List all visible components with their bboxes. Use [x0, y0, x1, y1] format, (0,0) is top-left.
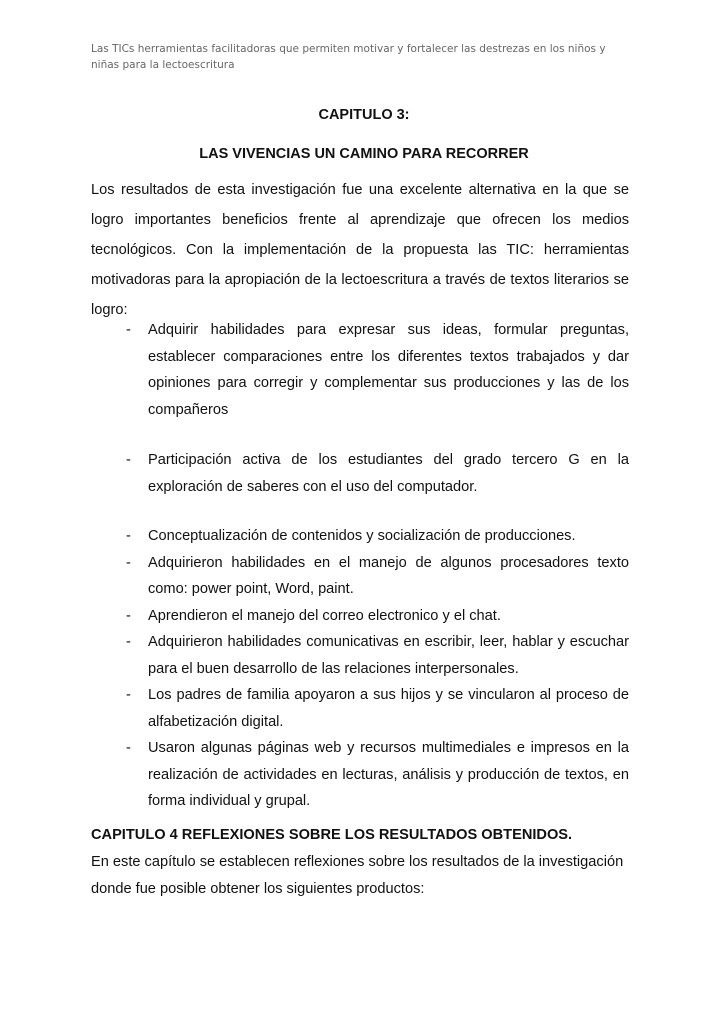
- list-item: [91, 550, 629, 603]
- chapter-3-label: CAPITULO 3:: [318, 107, 410, 123]
- chapter-4-intro: En este capítulo se establecen reflexiones sobre los resultados de la investigación donde fue posible obtener los siguientes productos:: [91, 854, 624, 897]
- bullet-dash: -: [126, 528, 131, 544]
- list-item-text: Conceptualización de contenidos y socialización de producciones.: [148, 528, 576, 544]
- bullet-dash: -: [126, 452, 131, 468]
- list-item-text: Los padres de familia apoyaron a sus hijos y se vincularon al proceso de alfabetización digital.: [148, 687, 629, 730]
- achievement-list-1: [91, 317, 629, 423]
- list-item-text: Adquirir habilidades para expresar sus ideas, formular preguntas, establecer comparaciones entre los diferentes textos trabajados y dar opiniones para corregir y complementar sus producciones y las de los compañeros: [148, 322, 629, 418]
- running-header: Las TICs herramientas facilitadoras que permiten motivar y fortalecer las destrezas en los niños y niñas para la lectoescritura: [91, 43, 606, 71]
- bullet-dash: -: [126, 554, 131, 571]
- list-item: [91, 682, 629, 735]
- achievement-list-2: [91, 447, 629, 500]
- list-item: [91, 447, 629, 500]
- list-item-text: Adquirieron habilidades en el manejo de algunos procesadores texto como: power point, Word, paint.: [148, 554, 629, 597]
- bullet-dash: -: [126, 687, 131, 703]
- chapter-3-title: LAS VIVENCIAS UN CAMINO PARA RECORRER: [199, 146, 529, 162]
- list-item-text: Aprendieron el manejo del correo electronico y el chat.: [148, 607, 501, 624]
- chapter-3-intro: Los resultados de esta investigación fue una excelente alternativa en la que se logro importantes beneficios frente al aprendizaje que ofrecen los medios tecnológicos. Con la implementación de la propuesta las TIC: herramientas motivadoras para la apropiación de la lectoescritura a través de textos literarios se logro:: [91, 182, 629, 318]
- bullet-dash: -: [126, 607, 131, 624]
- list-item: [91, 735, 629, 815]
- list-item-text: Usaron algunas páginas web y recursos multimediales e impresos en la realización de actividades en lecturas, análisis y producción de textos, en forma individual y grupal.: [148, 740, 629, 809]
- bullet-dash: -: [126, 322, 131, 338]
- list-item: [91, 629, 629, 682]
- list-item: [91, 603, 629, 630]
- bullet-dash: -: [126, 634, 131, 650]
- list-item: [91, 523, 629, 550]
- list-item-text: Participación activa de los estudiantes del grado tercero G en la exploración de saberes con el uso del computador.: [148, 452, 629, 495]
- chapter-4-title: CAPITULO 4 REFLEXIONES SOBRE LOS RESULTADOS OBTENIDOS.: [91, 827, 573, 843]
- list-item-text: Adquirieron habilidades comunicativas en escribir, leer, hablar y escuchar para el buen desarrollo de las relaciones interpersonales.: [148, 634, 629, 677]
- list-item: [91, 317, 629, 423]
- achievement-list-3: [91, 523, 629, 815]
- bullet-dash: -: [126, 740, 131, 756]
